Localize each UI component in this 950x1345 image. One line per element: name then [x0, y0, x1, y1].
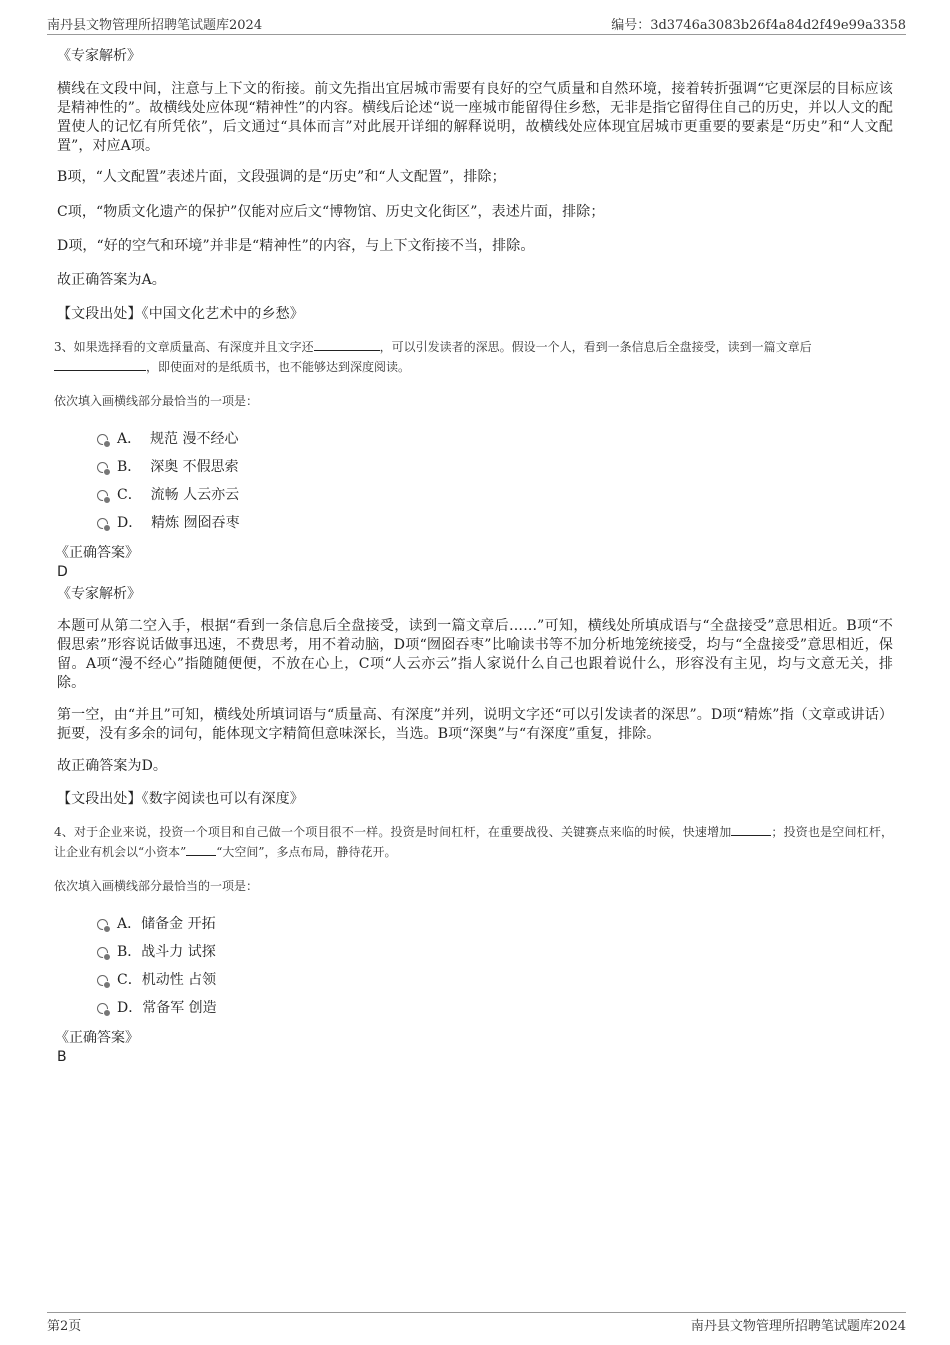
option-letter: C．	[117, 972, 142, 988]
option-text: 机动性 占领	[141, 972, 217, 988]
radio-icon[interactable]	[97, 1003, 108, 1014]
option-text: 储备金 开拓	[141, 916, 216, 932]
q3-blank-1	[314, 337, 380, 351]
q4-option-c[interactable]	[57, 966, 893, 994]
option-text: 规范 漫不经心	[150, 431, 239, 447]
q4-stem-part: 4、对于企业来说，投资一个项目和自己做一个项目很不一样。投资是时间杠杆，在重要战役、关键赛点来临的时候，快速增加	[54, 825, 732, 839]
radio-icon[interactable]	[97, 462, 108, 473]
option-letter: B．	[117, 459, 142, 475]
option-text: 深奥 不假思索	[150, 459, 239, 475]
q4-stem-part: ；投资也是空间杠杆，让企业有机会以“小资本”	[54, 825, 893, 859]
q4-option-a[interactable]	[57, 910, 893, 938]
option-text: 常备军 创造	[142, 1000, 217, 1016]
q4-answer-label: 《正确答案》	[55, 1030, 139, 1046]
q3-options	[57, 425, 893, 537]
q3-prompt: 依次填入画横线部分最恰当的一项是：	[54, 394, 259, 408]
radio-icon[interactable]	[97, 975, 108, 986]
q3-analysis-paragraph: 故正确答案为D。	[57, 758, 168, 774]
option-letter: D．	[117, 1000, 143, 1016]
q3-option-b[interactable]	[57, 453, 893, 481]
q2-analysis-paragraph: C项，“物质文化遗产的保护”仅能对应后文“博物馆、历史文化街区”，表述片面，排除；	[57, 204, 605, 220]
q3-option-a[interactable]	[57, 425, 893, 453]
page-content	[54, 46, 893, 1066]
q3-analysis-label: 《专家解析》	[57, 586, 141, 602]
q3-source: 【文段出处】《数字阅读也可以有深度》	[57, 791, 304, 807]
header-code-label: 编号：	[611, 18, 651, 33]
q4-option-b[interactable]	[57, 938, 893, 966]
radio-icon[interactable]	[97, 434, 108, 445]
q3-stem	[54, 337, 893, 377]
q2-analysis-paragraph: B项，“人文配置”表述片面，文段强调的是“历史”和“人文配置”，排除；	[57, 169, 506, 185]
q2-analysis-paragraph: 故正确答案为A。	[57, 272, 166, 288]
q4-prompt: 依次填入画横线部分最恰当的一项是：	[54, 879, 259, 893]
q3-stem-part: ，可以引发读者的深思。假设一个人，看到一条信息后全盘接受，读到一篇文章后	[379, 340, 812, 354]
option-letter: C．	[117, 487, 142, 503]
q3-analysis-paragraph: 本题可从第二空入手，根据“看到一条信息后全盘接受，读到一篇文章后……”可知，横线处所填成语与“全盘接受”意思相近。B项“不假思索”形容说话做事迅速，不费思考，用不着动脑，D项“囫囵吞枣”比喻读书等不加分析地笼统接受，均与“全盘接受”意思相近，保留。A项“漫不经心”指随随便便，不放在心上，C项“人云亦云”指人家说什么自己也跟着说什么，形容没有主见，均与文意无关，排除。	[57, 618, 893, 691]
radio-icon[interactable]	[97, 518, 108, 529]
q3-answer: D	[57, 564, 68, 580]
page-header	[47, 14, 906, 35]
q4-blank-1	[731, 822, 771, 836]
option-letter: B．	[117, 944, 142, 960]
q2-analysis-label: 《专家解析》	[57, 48, 141, 64]
q3-option-d[interactable]	[57, 509, 893, 537]
radio-icon[interactable]	[97, 490, 108, 501]
option-text: 流畅 人云亦云	[150, 487, 240, 503]
q4-option-d[interactable]	[57, 994, 893, 1022]
q3-option-c[interactable]	[57, 481, 893, 509]
page-number: 第2页	[47, 1319, 82, 1334]
option-letter: A．	[117, 431, 142, 447]
radio-icon[interactable]	[97, 919, 108, 930]
q4-answer: B	[57, 1049, 67, 1065]
q2-analysis-paragraph: D项，“好的空气和环境”并非是“精神性”的内容，与上下文衔接不当，排除。	[57, 238, 535, 254]
header-title: 南丹县文物管理所招聘笔试题库2024	[47, 18, 263, 33]
q4-blank-2	[186, 842, 216, 856]
q3-answer-label: 《正确答案》	[55, 545, 139, 561]
q3-analysis-paragraph: 第一空，由“并且”可知，横线处所填词语与“质量高、有深度”并列，说明文字还“可以引发读者的深思”。D项“精炼”指（文章或讲话）扼要，没有多余的词句，能体现文字精简但意味深长，当选。B项“深奥”与“有深度”重复，排除。	[57, 707, 893, 742]
q3-blank-2	[54, 357, 146, 371]
page-footer	[47, 1312, 906, 1335]
footer-title: 南丹县文物管理所招聘笔试题库2024	[690, 1319, 906, 1334]
q4-stem-part: “大空间”，多点布局，静待花开。	[216, 845, 397, 859]
q4-stem	[54, 822, 893, 862]
q2-analysis-paragraph: 横线在文段中间，注意与上下文的衔接。前文先指出宜居城市需要有良好的空气质量和自然环境，接着转折强调“它更深层的目标应该是精神性的”。故横线处应体现“精神性”的内容。横线后论述“说一座城市能留得住乡愁，无非是指它留得住自己的历史，并以人文的配置使人的记忆有所凭依”，后文通过“具体而言”对此展开详细的解释说明，故横线处应体现宜居城市更重要的要素是“历史”和“人文配置”，对应A项。	[57, 81, 893, 154]
q3-stem-part: ，即使面对的是纸质书，也不能够达到深度阅读。	[146, 360, 411, 374]
q4-options	[57, 910, 893, 1022]
option-letter: D．	[117, 515, 143, 531]
header-code-value: 3d3746a3083b26f4a84d2f49e99a3358	[650, 18, 906, 33]
option-text: 战斗力 试探	[141, 944, 216, 960]
radio-icon[interactable]	[97, 947, 108, 958]
q3-stem-part: 3、如果选择看的文章质量高、有深度并且文字还	[54, 340, 314, 354]
option-letter: A．	[117, 916, 142, 932]
header-code	[611, 14, 906, 33]
option-text: 精炼 囫囵吞枣	[151, 515, 240, 531]
q2-source: 【文段出处】《中国文化艺术中的乡愁》	[57, 306, 304, 322]
